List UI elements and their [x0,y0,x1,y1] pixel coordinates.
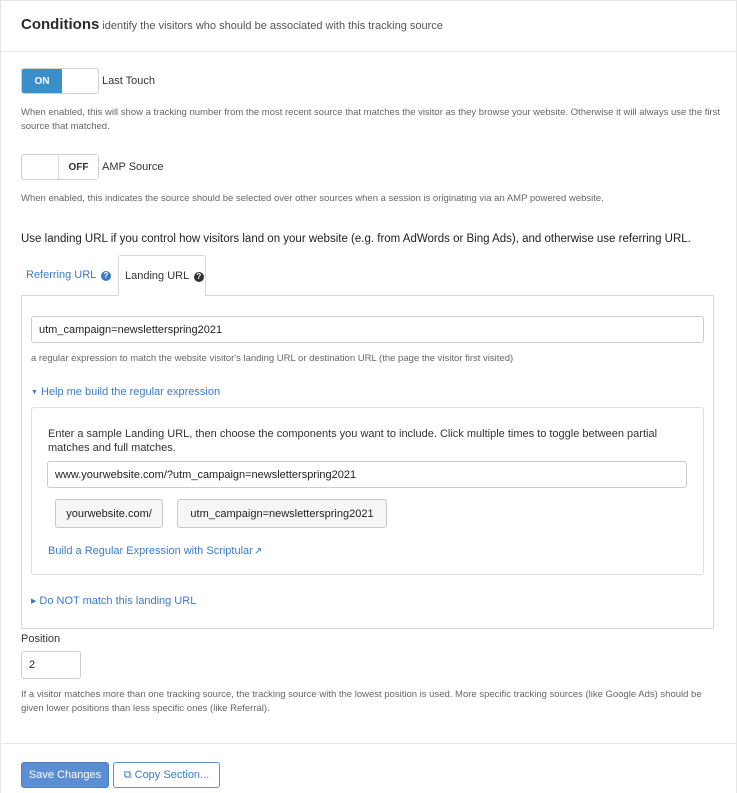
url-component-chip-label: utm_campaign=newsletterspring2021 [190,507,374,520]
sample-url-input[interactable] [47,461,687,488]
question-circle-icon[interactable]: ? [101,271,111,281]
tab-referring-url-label: Referring URL [26,269,96,281]
tab-landing-url[interactable] [118,255,206,296]
position-label: Position [21,633,61,645]
last-touch-toggle[interactable] [21,68,99,94]
help-build-regex-label: Help me build the regular expression [40,386,221,398]
amp-source-toggle[interactable] [21,154,99,180]
scriptular-link[interactable] [48,545,262,557]
toggle-state-on: ON [22,69,62,93]
copy-section-button[interactable] [113,762,220,788]
sample-url-value: www.yourwebsite.com/?utm_campaign=newsletterspring2021 [55,468,357,481]
url-component-chip[interactable] [55,499,163,528]
do-not-match-link[interactable] [31,595,196,607]
landing-url-regex-help: a regular expression to match the website visitor's landing URL or destination URL (the page the visitor first visited) [31,353,514,364]
last-touch-help: When enabled, this will show a tracking number from the most recent source that matches the visitor as they browse your website. Otherwise it will always use the first source that matched. [21,107,721,132]
amp-source-label: AMP Source [102,161,164,173]
amp-source-help: When enabled, this indicates the source should be selected over other sources when a session is originating via an AMP powered website. [21,193,604,204]
footer-divider [1,743,737,744]
caret-down-icon: ▼ [31,389,38,396]
landing-url-regex-input[interactable] [31,316,704,343]
toggle-state-off: OFF [58,155,98,179]
tab-referring-url[interactable] [26,269,111,281]
scriptular-link-label: Build a Regular Expression with Scriptular [48,545,253,557]
landing-url-regex-value: utm_campaign=newsletterspring2021 [39,323,223,336]
section-subtitle: identify the visitors who should be associated with this tracking source [102,20,443,32]
url-component-chip[interactable] [177,499,387,528]
external-link-icon: ↗ [253,546,263,557]
section-header [1,1,736,52]
tab-landing-url-label: Landing URL [125,270,189,282]
help-build-regex-link[interactable] [31,386,220,398]
url-component-chip-label: yourwebsite.com/ [66,507,152,520]
position-value: 2 [29,659,36,671]
copy-section-label: Copy Section... [134,769,210,781]
do-not-match-label: Do NOT match this landing URL [39,595,197,607]
section-title: Conditions [21,16,100,33]
url-type-instruction: Use landing URL if you control how visitors land on your website (e.g. from AdWords or Bing Ads), and otherwise use referring URL. [21,233,691,245]
position-help: If a visitor matches more than one tracking source, the tracking source with the lowest position is used. More specific tracking sources (like Google Ads) should be given lower positions than less specific ones (like Referral). [21,689,702,714]
last-touch-label: Last Touch [102,75,156,87]
position-input[interactable] [21,651,81,679]
copy-icon: ⧉ [123,768,132,781]
caret-right-icon: ▶ [31,598,37,605]
save-changes-label: Save Changes [28,769,102,781]
save-changes-button[interactable] [21,762,109,788]
regex-builder-description: Enter a sample Landing URL, then choose the components you want to include. Click multiple times to toggle between partial matches and full matches. [48,428,658,454]
question-circle-icon[interactable]: ? [194,272,204,282]
